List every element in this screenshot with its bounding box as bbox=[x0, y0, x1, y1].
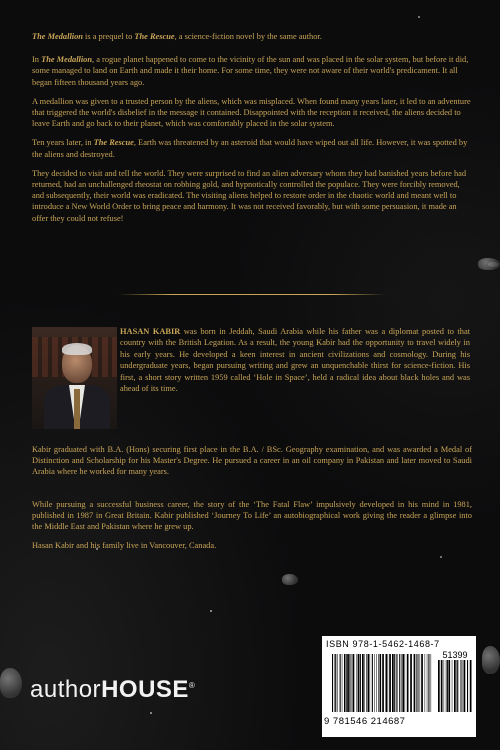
book-title: The Rescue bbox=[134, 32, 175, 41]
synopsis-text: Ten years later, in bbox=[32, 138, 94, 148]
synopsis-text: is a prequel to bbox=[82, 32, 135, 41]
asteroid-decoration bbox=[478, 258, 500, 270]
author-bio-paragraph-3: While pursuing a successful business career, the story of the ‘The Fatal Flaw’ impulsively developed in his mind in 1981, published in 1987 in Great Britain. Kabir published ‘Journey To Life’ an autobiographical work giving the reader a glimpse into the Middle East and Pakistan where he grew up. bbox=[32, 500, 472, 532]
synopsis-text: , a science-fiction novel by the same author. bbox=[174, 32, 322, 41]
asteroid-decoration bbox=[482, 646, 500, 674]
star-decoration bbox=[210, 610, 212, 612]
ean-number: 9 781546 214687 bbox=[324, 716, 406, 727]
author-bio bbox=[120, 326, 470, 394]
synopsis-text: In bbox=[32, 55, 42, 65]
isbn-barcode bbox=[322, 636, 476, 737]
isbn-number: ISBN 978-1-5462-1468-7 bbox=[326, 639, 440, 649]
price-code: 51399 bbox=[442, 650, 468, 660]
synopsis-text: , a rogue planet happened to come to the vicinity of the sun and was placed in the solar system, but before it did, some managed to land on Earth and made it their home. For some time, they were not aware of their world's predicament. It all began fifteen thousand years ago. bbox=[32, 55, 469, 87]
star-decoration bbox=[150, 712, 152, 714]
star-decoration bbox=[440, 556, 442, 558]
author-bio-paragraph-4: Hasan Kabir and his family live in Vancouver, Canada. bbox=[32, 541, 217, 550]
photo-tie bbox=[74, 389, 80, 429]
synopsis-paragraph-5: They decided to visit and tell the world. They were surprised to find an alien adversary whom they had banished years before had returned, had an unchallenged rheostat on robbing gold, and hypnotically controlled the populace. They were forcibly removed, and subsequently, their world was eradicated. The visiting aliens helped to restore order in the chaotic world and meant well to introduce a New World Order to bring peace and harmony. It was not received favorably, but with some persuasion, it made an offer they could not refuse! bbox=[32, 168, 467, 223]
synopsis-paragraph-4 bbox=[32, 137, 472, 159]
book-title: The Rescue bbox=[93, 138, 134, 148]
star-decoration bbox=[418, 16, 420, 18]
price-barcode-bars bbox=[438, 660, 472, 712]
registered-mark: ® bbox=[188, 681, 196, 690]
synopsis-paragraph-1 bbox=[32, 31, 472, 42]
author-bio-paragraph-2: Kabir graduated with B.A. (Hons) securing first place in the B.A. / BSc. Geography examination, and was awarded a Medal of Distinction and Scholarship for his Master's Degree. He pursued a career in an oil company in Pakistan and later moved to Saudi Arabia where he worked for many years. bbox=[32, 445, 472, 477]
asteroid-decoration bbox=[0, 668, 22, 698]
barcode-bars bbox=[332, 654, 432, 712]
divider-line bbox=[118, 294, 386, 295]
author-bio-text: was born in Jeddah, Saudi Arabia while his father was a diplomat posted to that country with the British Legation. As a result, the young Kabir had the opportunity to travel widely in his early years. He developed a keen interest in ancient civilizations and cosmology. During his undergraduate years, began pursuing writing and grew an unquenchable thirst for science-fiction. His first, a short story written 1959 called ‘Hole in Space’, held a radical idea about black holes and was ahead of its time. bbox=[120, 327, 470, 394]
asteroid-decoration bbox=[282, 574, 298, 585]
publisher-logo bbox=[30, 676, 195, 704]
synopsis-text: , Earth was threatened by an asteroid that would have wiped out all life. However, it was spotted by the aliens and destroyed. bbox=[32, 138, 468, 159]
photo-hair bbox=[62, 343, 92, 355]
book-title: The Medallion bbox=[32, 32, 83, 41]
logo-text-author: author bbox=[30, 676, 102, 703]
synopsis-paragraph-2 bbox=[32, 54, 472, 88]
synopsis bbox=[32, 31, 472, 232]
logo-text-house: HOUSE bbox=[101, 676, 189, 703]
book-title: The Medallion bbox=[41, 55, 93, 65]
author-photo bbox=[32, 327, 117, 429]
author-name: HASAN KABIR bbox=[120, 327, 181, 336]
synopsis-paragraph-3: A medallion was given to a trusted person by the aliens, which was misplaced. When found many years later, it led to an adventure that triggered the world's disbelief in the message it contained. Disappointed with the reception it received, the aliens decided to leave Earth and go back to their planet, which was comfortably placed in the solar system. bbox=[32, 96, 471, 129]
